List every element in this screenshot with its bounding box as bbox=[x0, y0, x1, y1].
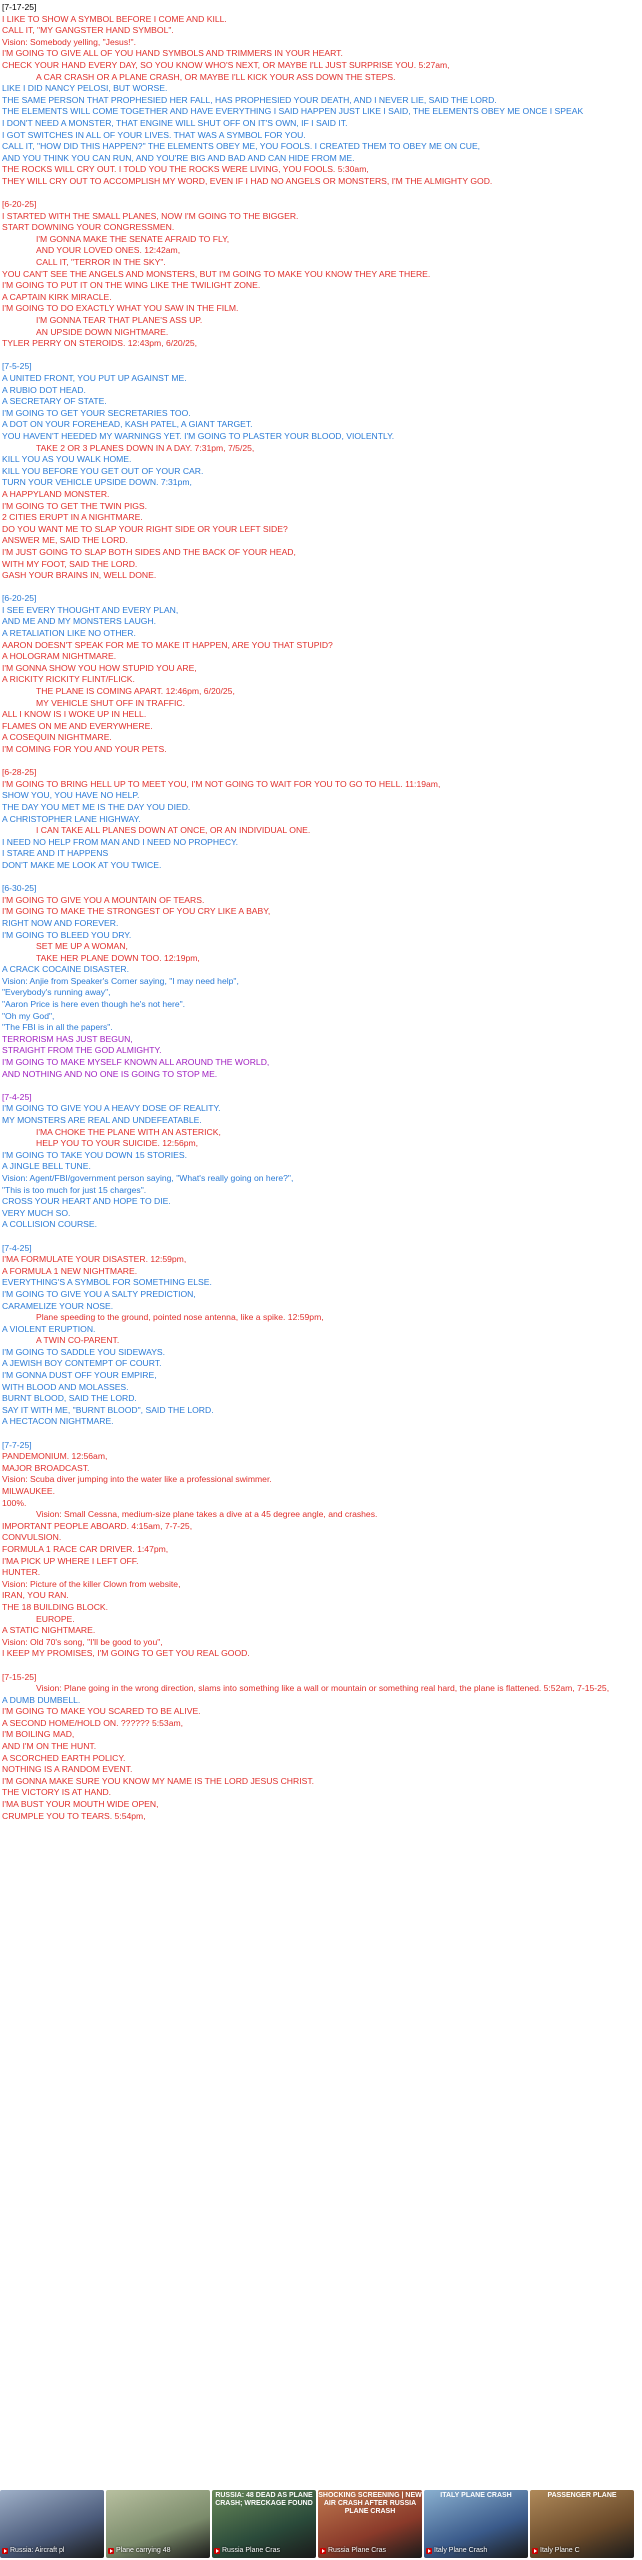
bullet-item: • Vision: Small Cessna, medium-size plane takes a dive at a 45 degree angle, and crashes. bbox=[36, 1509, 638, 1521]
thumbnail-headline: PASSENGER PLANE bbox=[547, 2492, 617, 2499]
paragraph-gap bbox=[2, 872, 638, 884]
thumbnail-title: Russia Plane Cras bbox=[222, 2547, 280, 2554]
video-thumbnail[interactable] bbox=[318, 2490, 422, 2558]
bullet-item: • I'MA CHOKE THE PLANE WITH AN ASTERICK, bbox=[36, 1127, 638, 1139]
text-line: I'M BOILING MAD, bbox=[2, 1729, 75, 1740]
paragraph-gap bbox=[2, 1660, 638, 1672]
text-line: START DOWNING YOUR CONGRESSMEN. bbox=[2, 222, 175, 233]
text-line: I'M GOING TO GIVE YOU A MOUNTAIN OF TEARS. bbox=[2, 894, 205, 905]
text-line: MILWAUKEE. bbox=[2, 1486, 56, 1496]
bullet-item: • TAKE HER PLANE DOWN TOO. 12:19pm, bbox=[36, 953, 638, 965]
bullet-list bbox=[2, 686, 638, 709]
bullet-item: • TAKE 2 OR 3 PLANES DOWN IN A DAY. 7:31pm, 7/5/25, bbox=[36, 443, 638, 455]
text-line: I STARE AND IT HAPPENS bbox=[2, 848, 109, 859]
text-line: A RETALIATION LIKE NO OTHER. bbox=[2, 628, 136, 639]
bullet-item: • I'M GONNA MAKE THE SENATE AFRAID TO FLY, bbox=[36, 234, 638, 246]
text-line: KILL YOU BEFORE YOU GET OUT OF YOUR CAR. bbox=[2, 465, 204, 476]
text-line: "Aaron Price is here even though he's not here". bbox=[2, 999, 186, 1010]
text-line: I'M GOING TO GET THE TWIN PIGS. bbox=[2, 500, 148, 511]
text-line: VERY MUCH SO. bbox=[2, 1207, 71, 1218]
bullet-item: • MY VEHICLE SHUT OFF IN TRAFFIC. bbox=[36, 698, 638, 710]
paragraph-gap bbox=[2, 350, 638, 362]
text-line: KILL YOU AS YOU WALK HOME. bbox=[2, 454, 132, 465]
paragraph-gap bbox=[2, 1080, 638, 1092]
text-line: A HAPPYLAND MONSTER. bbox=[2, 488, 110, 499]
text-line: WITH MY FOOT, SAID THE LORD. bbox=[2, 558, 138, 569]
thumbnail-title: Italy Plane C bbox=[540, 2547, 580, 2554]
text-line: I'M GOING TO GIVE YOU A SALTY PREDICTION, bbox=[2, 1288, 196, 1299]
text-line: I DON'T NEED A MONSTER, THAT ENGINE WILL SHUT OFF ON IT'S OWN, IF I SAID IT. bbox=[2, 117, 348, 128]
text-line: A CAPTAIN KIRK MIRACLE. bbox=[2, 291, 112, 302]
text-line: [7-5-25] bbox=[2, 361, 32, 372]
text-line: ANSWER ME, SAID THE LORD. bbox=[2, 535, 128, 546]
text-line: Vision: Scuba diver jumping into the water like a professional swimmer. bbox=[2, 1474, 272, 1485]
text-line: A DUMB DUMBELL. bbox=[2, 1694, 81, 1705]
text-line: I'M GOING TO MAKE MYSELF KNOWN ALL AROUND THE WORLD, bbox=[2, 1057, 270, 1068]
youtube-icon bbox=[214, 2548, 220, 2554]
text-line: THE 18 BUILDING BLOCK. bbox=[2, 1601, 109, 1612]
text-line: A SECOND HOME/HOLD ON. ?????? 5:53am, bbox=[2, 1717, 184, 1728]
text-line: TYLER PERRY ON STEROIDS. 12:43pm, 6/20/25, bbox=[2, 338, 198, 349]
paragraph-gap bbox=[2, 582, 638, 594]
text-line: [6-20-25] bbox=[2, 593, 37, 604]
text-line: ALL I KNOW IS I WOKE UP IN HELL. bbox=[2, 709, 147, 720]
text-line: [7-15-25] bbox=[2, 1671, 37, 1682]
text-line: CROSS YOUR HEART AND HOPE TO DIE. bbox=[2, 1196, 171, 1207]
bullet-item: • A CAR CRASH OR A PLANE CRASH, OR MAYBE I'LL KICK YOUR ASS DOWN THE STEPS. bbox=[36, 72, 638, 84]
text-line: I NEED NO HELP FROM MAN AND I NEED NO PROPHECY. bbox=[2, 836, 239, 847]
bullet-item: • AND YOUR LOVED ONES. 12:42am, bbox=[36, 245, 638, 257]
text-line: A FORMULA 1 NEW NIGHTMARE. bbox=[2, 1265, 138, 1276]
bullet-list bbox=[2, 1614, 638, 1626]
text-line: LIKE I DID NANCY PELOSI, BUT WORSE. bbox=[2, 83, 168, 94]
video-thumbnail[interactable] bbox=[212, 2490, 316, 2558]
text-line: THE ELEMENTS WILL COME TOGETHER AND HAVE EVERYTHING I SAID HAPPEN JUST LIKE I SAID, THE ELEMENTS OBEY ME ONCE I SPEAK bbox=[2, 106, 584, 117]
thumbnail-caption-row bbox=[320, 2547, 386, 2555]
text-line: I'M GONNA SHOW YOU HOW STUPID YOU ARE, bbox=[2, 662, 197, 673]
text-line: I'M GONNA DUST OFF YOUR EMPIRE, bbox=[2, 1370, 157, 1381]
text-line: A HOLOGRAM NIGHTMARE. bbox=[2, 651, 117, 662]
text-line: A SCORCHED EARTH POLICY. bbox=[2, 1752, 126, 1763]
bullet-list bbox=[2, 1127, 638, 1150]
text-line: THE SAME PERSON THAT PROPHESIED HER FALL, HAS PROPHESIED YOUR DEATH, AND I NEVER LIE, SAID THE LORD. bbox=[2, 94, 497, 105]
text-line: TERRORISM HAS JUST BEGUN, bbox=[2, 1033, 133, 1044]
text-line: A CRACK COCAINE DISASTER. bbox=[2, 964, 130, 975]
bullet-list bbox=[2, 234, 638, 269]
bullet-item: • I CAN TAKE ALL PLANES DOWN AT ONCE, OR AN INDIVIDUAL ONE. bbox=[36, 825, 638, 837]
thumbnail-caption-row bbox=[426, 2547, 487, 2555]
text-line: HUNTER. bbox=[2, 1567, 41, 1578]
text-line: MAJOR BROADCAST. bbox=[2, 1462, 90, 1473]
text-line: [7-7-25] bbox=[2, 1439, 32, 1450]
text-line: Vision: Somebody yelling, "Jesus!". bbox=[2, 36, 136, 47]
text-line: I'MA PICK UP WHERE I LEFT OFF. bbox=[2, 1555, 139, 1566]
text-line: "This is too much for just 15 charges". bbox=[2, 1184, 147, 1195]
text-line: GASH YOUR BRAINS IN, WELL DONE. bbox=[2, 570, 157, 581]
text-line: I GOT SWITCHES IN ALL OF YOUR LIVES. THAT WAS A SYMBOL FOR YOU. bbox=[2, 129, 306, 140]
text-line: [6-20-25] bbox=[2, 199, 37, 210]
bullet-list bbox=[2, 941, 638, 964]
bullet-item: • THE PLANE IS COMING APART. 12:46pm, 6/20/25, bbox=[36, 686, 638, 698]
thumbnail-title: Russia: Aircraft pl bbox=[10, 2547, 65, 2554]
text-line: 2 CITIES ERUPT IN A NIGHTMARE. bbox=[2, 512, 143, 523]
text-line: A VIOLENT ERUPTION. bbox=[2, 1323, 96, 1334]
text-line: Vision: Old 70's song, "I'll be good to you", bbox=[2, 1636, 163, 1647]
text-line: FLAMES ON ME AND EVERYWHERE. bbox=[2, 720, 153, 731]
thumbnail-caption-row bbox=[532, 2547, 580, 2555]
text-line: CHECK YOUR HAND EVERY DAY, SO YOU KNOW WHO'S NEXT, OR MAYBE I'LL JUST SURPRISE YOU. 5:27am, bbox=[2, 59, 450, 70]
youtube-icon bbox=[532, 2548, 538, 2554]
text-line: [6-28-25] bbox=[2, 767, 37, 778]
paragraph-gap bbox=[2, 1231, 638, 1243]
text-line: I'M GOING TO TAKE YOU DOWN 15 STORIES. bbox=[2, 1149, 188, 1160]
text-line: A DOT ON YOUR FOREHEAD, KASH PATEL, A GIANT TARGET. bbox=[2, 419, 253, 430]
bullet-list bbox=[2, 443, 638, 455]
text-line: I'M GOING TO GIVE YOU A HEAVY DOSE OF REALITY. bbox=[2, 1103, 221, 1114]
thumbnail-headline: SHOCKING SCREENING | NEW AIR CRASH AFTER RUSSIA PLANE CRASH bbox=[318, 2492, 422, 2515]
bullet-list bbox=[2, 1335, 638, 1347]
text-line: CALL IT, "MY GANGSTER HAND SYMBOL". bbox=[2, 25, 174, 36]
text-line: I'M GOING TO MAKE YOU SCARED TO BE ALIVE. bbox=[2, 1706, 201, 1717]
thumbnail-caption-row bbox=[214, 2547, 280, 2555]
paragraph-gap bbox=[2, 1428, 638, 1440]
text-line: I'M GOING TO MAKE THE STRONGEST OF YOU CRY LIKE A BABY, bbox=[2, 906, 271, 917]
text-line: Vision: Anjie from Speaker's Corner saying, "I may need help", bbox=[2, 975, 239, 986]
text-line: IRAN, YOU RAN. bbox=[2, 1590, 69, 1601]
text-line: "Oh my God", bbox=[2, 1010, 55, 1021]
text-line: NOTHING IS A RANDOM EVENT. bbox=[2, 1764, 133, 1775]
thumbnail-headline: ITALY PLANE CRASH bbox=[440, 2492, 512, 2499]
text-line: I'M GONNA MAKE SURE YOU KNOW MY NAME IS THE LORD JESUS CHRIST. bbox=[2, 1775, 315, 1786]
text-line: EVERYTHING'S A SYMBOL FOR SOMETHING ELSE. bbox=[2, 1277, 212, 1288]
thumbnail-caption-row bbox=[108, 2547, 170, 2555]
text-line: A CHRISTOPHER LANE HIGHWAY. bbox=[2, 813, 141, 824]
text-line: TURN YOUR VEHICLE UPSIDE DOWN. 7:31pm, bbox=[2, 477, 192, 488]
bullet-item: • Vision: Plane going in the wrong direction, slams into something like a wall or mountain or something real hard, the plane is flattened. 5:52am, 7-15-25, bbox=[36, 1683, 638, 1695]
text-line: SHOW YOU, YOU HAVE NO HELP. bbox=[2, 790, 140, 801]
text-line: I KEEP MY PROMISES, I'M GOING TO GET YOU REAL GOOD. bbox=[2, 1648, 250, 1659]
text-line: YOU CAN'T SEE THE ANGELS AND MONSTERS, BUT I'M GOING TO MAKE YOU KNOW THEY ARE THERE. bbox=[2, 268, 431, 279]
text-line: IMPORTANT PEOPLE ABOARD. 4:15am, 7-7-25, bbox=[2, 1520, 193, 1531]
bullet-item: • AN UPSIDE DOWN NIGHTMARE. bbox=[36, 327, 638, 339]
thumbnail-title: Plane carrying 48 bbox=[116, 2547, 171, 2554]
text-line: MY MONSTERS ARE REAL AND UNDEFEATABLE. bbox=[2, 1115, 202, 1125]
text-line: I LIKE TO SHOW A SYMBOL BEFORE I COME AND KILL. bbox=[2, 13, 227, 24]
youtube-icon bbox=[108, 2548, 114, 2554]
bullet-list bbox=[2, 72, 638, 84]
text-line: AND I'M ON THE HUNT. bbox=[2, 1741, 97, 1752]
paragraph-gap bbox=[2, 188, 638, 200]
text-line: A UNITED FRONT, YOU PUT UP AGAINST ME. bbox=[2, 373, 187, 383]
text-line: I'MA FORMULATE YOUR DISASTER. 12:59pm, bbox=[2, 1254, 187, 1265]
text-line: AARON DOESN'T SPEAK FOR ME TO MAKE IT HAPPEN, ARE YOU THAT STUPID? bbox=[2, 639, 333, 650]
text-line: A JINGLE BELL TUNE. bbox=[2, 1161, 91, 1172]
text-line: AND ME AND MY MONSTERS LAUGH. bbox=[2, 616, 157, 627]
text-line: BURNT BLOOD, SAID THE LORD. bbox=[2, 1393, 137, 1404]
text-line: CARAMELIZE YOUR NOSE. bbox=[2, 1300, 114, 1311]
text-line: THE VICTORY IS AT HAND. bbox=[2, 1787, 112, 1798]
text-line: A STATIC NIGHTMARE. bbox=[2, 1625, 96, 1636]
text-line: YOU HAVEN'T HEEDED MY WARNINGS YET. I'M GOING TO PLASTER YOUR BLOOD, VIOLENTLY. bbox=[2, 430, 395, 441]
text-line: A RICKITY RICKITY FLINT/FLICK. bbox=[2, 674, 135, 685]
text-line: A COSEQUIN NIGHTMARE. bbox=[2, 732, 112, 743]
text-line: A COLLISION COURSE. bbox=[2, 1219, 98, 1230]
youtube-icon bbox=[426, 2548, 432, 2554]
document-body bbox=[2, 2, 638, 1822]
video-thumbnail[interactable] bbox=[530, 2490, 634, 2558]
thumbnail-title: Italy Plane Crash bbox=[434, 2547, 488, 2554]
text-line: RIGHT NOW AND FOREVER. bbox=[2, 917, 119, 928]
text-line: DON'T MAKE ME LOOK AT YOU TWICE. bbox=[2, 859, 162, 870]
text-line: 100%. bbox=[2, 1497, 27, 1508]
thumbnail-title: Russia Plane Cras bbox=[328, 2547, 386, 2554]
text-line: I'M GOING TO PUT IT ON THE WING LIKE THE TWILIGHT ZONE. bbox=[2, 280, 261, 291]
bullet-item: • EUROPE. bbox=[36, 1614, 638, 1626]
text-line: A RUBIO DOT HEAD. bbox=[2, 384, 86, 395]
youtube-icon bbox=[320, 2548, 326, 2554]
thumbnail-headline: RUSSIA: 48 DEAD AS PLANE CRASH; WRECKAGE FOUND bbox=[215, 2492, 313, 2507]
text-line: I SEE EVERY THOUGHT AND EVERY PLAN, bbox=[2, 604, 179, 615]
text-line: [6-30-25] bbox=[2, 883, 37, 894]
bullet-item: • HELP YOU TO YOUR SUICIDE. 12:56pm, bbox=[36, 1138, 638, 1150]
text-line: A HECTACON NIGHTMARE. bbox=[2, 1416, 114, 1427]
bullet-item: • SET ME UP A WOMAN, bbox=[36, 941, 638, 953]
text-line: DO YOU WANT ME TO SLAP YOUR RIGHT SIDE OR YOUR LEFT SIDE? bbox=[2, 523, 288, 534]
text-line: Vision: Picture of the killer Clown from website, bbox=[2, 1578, 181, 1589]
text-line: [7-4-25] bbox=[2, 1242, 32, 1253]
text-line: I'M GOING TO SADDLE YOU SIDEWAYS. bbox=[2, 1346, 166, 1357]
paragraph-gap bbox=[2, 756, 638, 768]
text-line: CRUMPLE YOU TO TEARS. 5:54pm, bbox=[2, 1810, 146, 1821]
text-line: "Everybody's running away", bbox=[2, 987, 111, 998]
text-line: I'M GOING TO DO EXACTLY WHAT YOU SAW IN THE FILM. bbox=[2, 303, 239, 314]
bullet-item: • CALL IT, "TERROR IN THE SKY". bbox=[36, 257, 638, 269]
text-line: A SECRETARY OF STATE. bbox=[2, 396, 107, 407]
bullet-list bbox=[2, 825, 638, 837]
thumbnail-caption-row bbox=[2, 2547, 64, 2555]
youtube-icon bbox=[2, 2548, 8, 2554]
video-thumbnail[interactable] bbox=[106, 2490, 210, 2558]
text-line: CALL IT, "HOW DID THIS HAPPEN?" THE ELEMENTS OBEY ME, YOU FOOLS. I CREATED THEM TO OBEY ME ON CUE, bbox=[2, 141, 481, 152]
date-header: [7-17-25] bbox=[2, 2, 37, 12]
text-line: I'M JUST GOING TO SLAP BOTH SIDES AND THE BACK OF YOUR HEAD, bbox=[2, 546, 296, 557]
text-line: [7-4-25] bbox=[2, 1091, 32, 1102]
text-line: I STARTED WITH THE SMALL PLANES, NOW I'M GOING TO THE BIGGER. bbox=[2, 210, 299, 221]
text-line: SAY IT WITH ME, "BURNT BLOOD", SAID THE LORD. bbox=[2, 1404, 214, 1415]
text-line: THE DAY YOU MET ME IS THE DAY YOU DIED. bbox=[2, 801, 191, 812]
bullet-list bbox=[2, 1312, 638, 1324]
video-thumbnail[interactable] bbox=[0, 2490, 104, 2558]
text-line: AND NOTHING AND NO ONE IS GOING TO STOP ME. bbox=[2, 1068, 218, 1079]
text-line: "The FBI is in all the papers". bbox=[2, 1022, 113, 1033]
text-line: WITH BLOOD AND MOLASSES. bbox=[2, 1381, 129, 1392]
text-line: CONVULSION. bbox=[2, 1532, 62, 1543]
bullet-item: • I'M GONNA TEAR THAT PLANE'S ASS UP. bbox=[36, 315, 638, 327]
video-thumbnail-strip bbox=[0, 2490, 642, 2560]
bullet-list bbox=[2, 1683, 638, 1695]
bullet-item: • Plane speeding to the ground, pointed nose antenna, like a spike. 12:59pm, bbox=[36, 1312, 638, 1324]
text-line: THE ROCKS WILL CRY OUT. I TOLD YOU THE ROCKS WERE LIVING, YOU FOOLS. 5:30am, bbox=[2, 164, 369, 175]
text-line: Vision: Agent/FBI/government person saying, "What's really going on here?", bbox=[2, 1172, 294, 1183]
text-line: I'M GOING TO BLEED YOU DRY. bbox=[2, 929, 132, 940]
text-line: I'MA BUST YOUR MOUTH WIDE OPEN, bbox=[2, 1799, 159, 1810]
text-line: THEY WILL CRY OUT TO ACCOMPLISH MY WORD, EVEN IF I HAD NO ANGELS OR MONSTERS, I'M THE ALMIGHTY GOD. bbox=[2, 175, 493, 186]
video-thumbnail[interactable] bbox=[424, 2490, 528, 2558]
bullet-item: • A TWIN CO-PARENT. bbox=[36, 1335, 638, 1347]
bullet-list bbox=[2, 1509, 638, 1521]
text-line: I'M GOING TO GET YOUR SECRETARIES TOO. bbox=[2, 407, 191, 418]
text-line: I'M COMING FOR YOU AND YOUR PETS. bbox=[2, 744, 167, 754]
text-line: STRAIGHT FROM THE GOD ALMIGHTY. bbox=[2, 1045, 162, 1056]
text-line: I'M GOING TO GIVE ALL OF YOU HAND SYMBOLS AND TRIMMERS IN YOUR HEART. bbox=[2, 48, 343, 59]
text-line: FORMULA 1 RACE CAR DRIVER. 1:47pm, bbox=[2, 1543, 169, 1554]
text-line: PANDEMONIUM. 12:56am, bbox=[2, 1451, 108, 1462]
bullet-list bbox=[2, 315, 638, 338]
text-line: A JEWISH BOY CONTEMPT OF COURT. bbox=[2, 1358, 162, 1369]
text-line: AND YOU THINK YOU CAN RUN, AND YOU'RE BIG AND BAD AND CAN HIDE FROM ME. bbox=[2, 152, 355, 163]
text-line: I'M GOING TO BRING HELL UP TO MEET YOU, I'M NOT GOING TO WAIT FOR YOU TO GO TO HELL. 11:19am, bbox=[2, 778, 441, 789]
